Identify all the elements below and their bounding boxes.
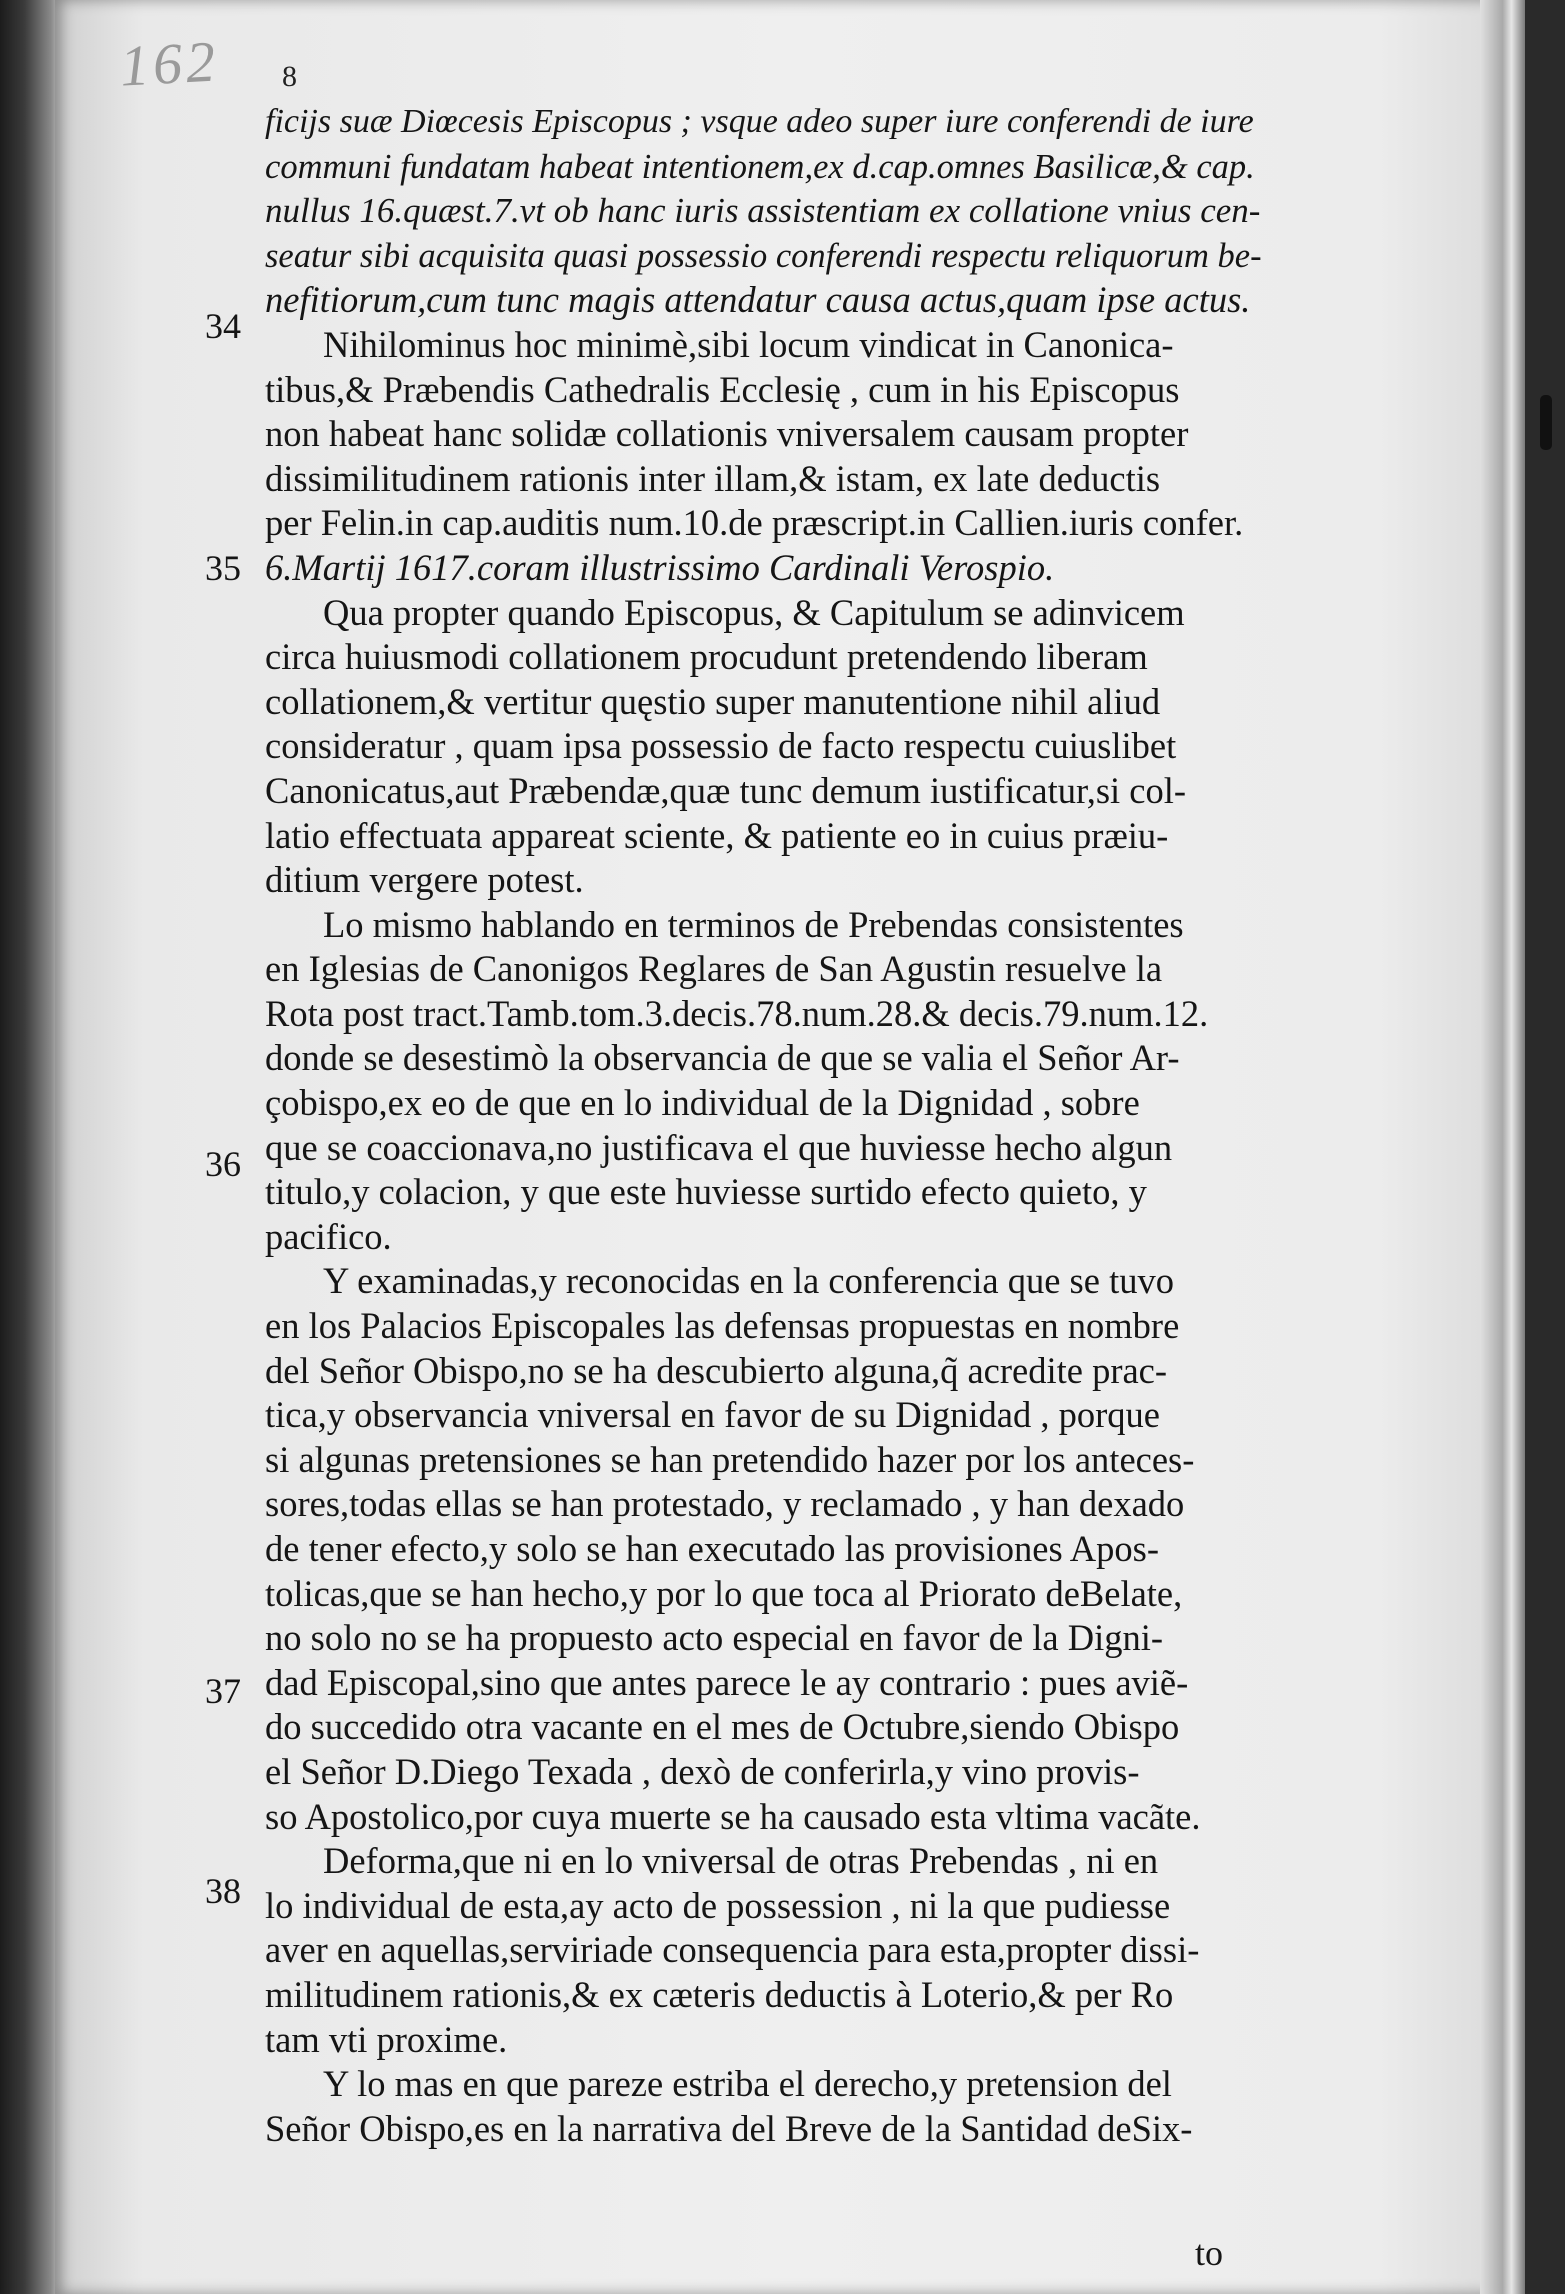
margin-paragraph-number: 38 — [205, 1871, 241, 1911]
text-line: circa huiusmodi collationem procudunt pretendendo liberam — [265, 636, 1148, 678]
text-line: en los Palacios Episcopales las defensas propuestas en nombre — [265, 1305, 1180, 1347]
text-line: dad Episcopal,sino que antes parece le ay contrario : pues aviẽ- — [265, 1661, 1189, 1703]
text-line: collationem,& vertitur quęstio super manutentione nihil aliud — [265, 680, 1161, 722]
text-line: no solo no se ha propuesto acto especial en favor de la Digni- — [265, 1617, 1164, 1659]
text-line: pacifico. — [265, 1215, 392, 1257]
text-line: Rota post tract.Tamb.tom.3.decis.78.num.28.& decis.79.num.12. — [265, 992, 1209, 1034]
page-number: 8 — [282, 60, 297, 93]
book-spine-shadow — [0, 0, 60, 2294]
text-line: nullus 16.quæst.7.vt ob hanc iuris assistentiam ex collatione vnius cen- — [265, 191, 1261, 231]
text-line: Qua propter quando Episcopus, & Capitulum se adinvicem — [323, 591, 1185, 633]
text-line: sores,todas ellas se han protestado, y reclamado , y han dexado — [265, 1483, 1185, 1525]
text-line: de tener efecto,y solo se han executado las provisiones Apos- — [265, 1528, 1159, 1569]
text-line: Y examinadas,y reconocidas en la conferencia que se tuvo — [323, 1260, 1174, 1302]
text-line: Nihilominus hoc minimè,sibi locum vindicat in Canonica- — [323, 323, 1174, 365]
text-line: Señor Obispo,es en la narrativa del Breve de la Santidad deSix- — [265, 2107, 1193, 2149]
ink-mark — [1540, 395, 1552, 450]
margin-paragraph-number: 35 — [205, 548, 241, 588]
text-line: consideratur , quam ipsa possessio de facto respectu cuiuslibet — [265, 725, 1177, 767]
text-line: per Felin.in cap.auditis num.10.de præscript.in Callien.iuris confer. — [265, 502, 1244, 544]
text-line: donde se desestimò la observancia de que se valia el Señor Ar- — [265, 1037, 1180, 1079]
text-line: nefitiorum,cum tunc magis attendatur causa actus,quam ipse actus. — [265, 279, 1251, 321]
text-line: del Señor Obispo,no se ha descubierto alguna,q̃ acredite prac- — [265, 1349, 1168, 1391]
text-line: çobispo,ex eo de que en lo individual de la Dignidad , sobre — [265, 1082, 1140, 1124]
margin-paragraph-number: 36 — [205, 1144, 241, 1184]
text-line: non habeat hanc solidæ collationis vniversalem causam propter — [265, 413, 1189, 455]
text-line: lo individual de esta,ay acto de possession , ni la que pudiesse — [265, 1884, 1171, 1926]
text-line: militudinem rationis,& ex cæteris deductis à Loterio,& per Ro — [265, 1973, 1174, 2015]
text-line: Canonicatus,aut Præbendæ,quæ tunc demum iustificatur,si col- — [265, 769, 1187, 811]
text-line: 6.Martij 1617.coram illustrissimo Cardinali Verospio. — [265, 546, 1055, 588]
text-line: que se coaccionava,no justificava el que huviesse hecho algun — [265, 1126, 1173, 1168]
text-line: si algunas pretensiones se han pretendido hazer por los anteces- — [265, 1438, 1195, 1480]
text-line: so Apostolico,por cuya muerte se ha causado esta vltima vacãte. — [265, 1795, 1201, 1837]
page-edge-shadow — [1480, 0, 1525, 2294]
text-line: seatur sibi acquisita quasi possessio conferendi respectu reliquorum be- — [265, 236, 1262, 275]
text-line: ditium vergere potest. — [265, 859, 584, 901]
text-line: tam vti proxime. — [265, 2018, 508, 2060]
text-line: dissimilitudinem rationis inter illam,& istam, ex late deductis — [265, 457, 1161, 499]
text-line: en Iglesias de Canonigos Reglares de San Agustin resuelve la — [265, 948, 1163, 990]
text-line: aver en aquellas,serviriade consequencia para esta,propter dissi- — [265, 1929, 1200, 1971]
margin-paragraph-number: 37 — [205, 1671, 241, 1711]
text-line: Lo mismo hablando en terminos de Prebendas consistentes — [323, 903, 1184, 945]
text-line: tolicas,que se han hecho,y por lo que toca al Priorato deBelate, — [265, 1572, 1183, 1614]
text-line: Y lo mas en que pareze estriba el derecho,y pretension del — [323, 2063, 1172, 2105]
handwritten-folio-mark: 162 — [118, 28, 221, 99]
text-line: communi fundatam habeat intentionem,ex d.cap.omnes Basilicæ,& cap. — [265, 147, 1255, 186]
text-line: Deforma,que ni en lo vniversal de otras Prebendas , ni en — [323, 1840, 1159, 1882]
catchword: to — [1195, 2233, 1224, 2273]
text-line: do succedido otra vacante en el mes de Octubre,siendo Obispo — [265, 1706, 1180, 1748]
text-line: titulo,y colacion, y que este huviesse surtido efecto quieto, y — [265, 1171, 1147, 1213]
document-body-text — [265, 100, 1265, 2151]
text-line: ficijs suæ Diœcesis Episcopus ; vsque adeo super iure conferendi de iure — [265, 103, 1254, 140]
text-line: tibus,& Præbendis Cathedralis Ecclesię , cum in his Episcopus — [265, 368, 1180, 410]
text-line: tica,y observancia vniversal en favor de su Dignidad , porque — [265, 1394, 1160, 1436]
text-line: el Señor D.Diego Texada , dexò de conferirla,y vino provis- — [265, 1750, 1140, 1792]
margin-paragraph-number: 34 — [205, 306, 241, 346]
text-line: latio effectuata appareat sciente, & patiente eo in cuius præiu- — [265, 814, 1169, 856]
